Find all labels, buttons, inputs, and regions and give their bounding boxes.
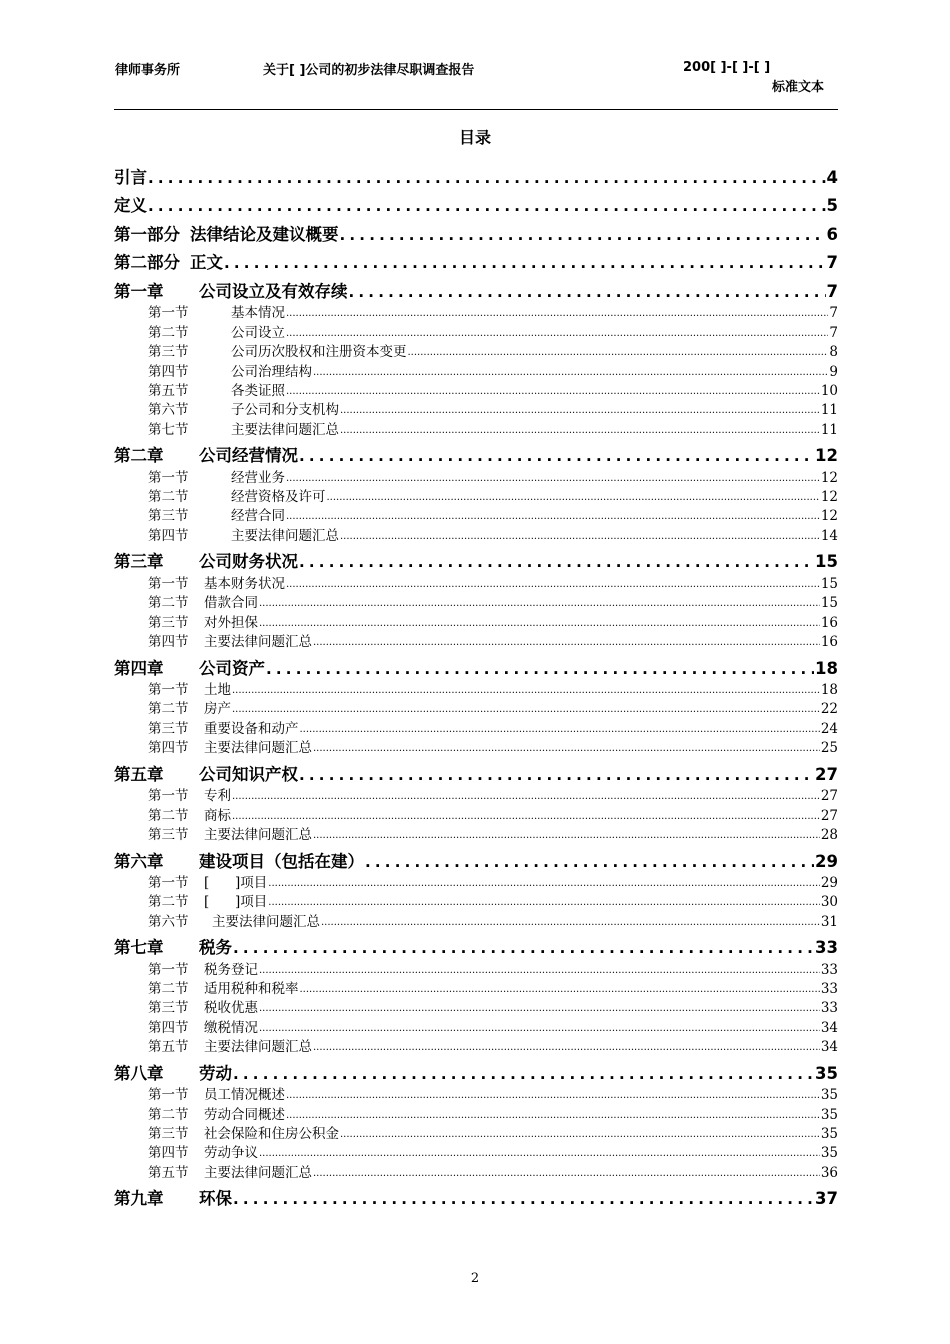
toc-entry-page: 29 (815, 851, 838, 871)
toc-entry-page: 30 (820, 894, 838, 911)
dot-leader (232, 701, 820, 718)
toc-entry-title: 公司资产 (199, 658, 265, 678)
toc-entry-sub[interactable] (114, 400, 838, 419)
toc-entry-number: 第四节 (148, 634, 189, 651)
dot-leader (300, 981, 820, 998)
toc-entry-sub[interactable] (114, 593, 838, 612)
toc-entry-sub[interactable] (114, 699, 838, 718)
toc-entry-title: 税务登记 (204, 961, 258, 978)
toc-entry-title: 子公司和分支机构 (231, 402, 339, 419)
toc-entry-main[interactable] (114, 1182, 838, 1211)
toc-entry-title: 经营资格及许可 (231, 489, 326, 506)
dot-leader (286, 576, 820, 593)
toc-entry-title: 劳动 (199, 1063, 232, 1083)
toc-entry-number: 第六章 (114, 851, 164, 871)
toc-entry-sub[interactable] (114, 487, 838, 506)
dot-leader (313, 740, 820, 757)
toc-entry-main[interactable] (114, 160, 838, 189)
toc-entry-page: 8 (829, 344, 838, 361)
toc-entry-page: 18 (815, 658, 838, 678)
toc-entry-title: 环保 (199, 1189, 232, 1209)
toc-entry-number: 第一节 (148, 469, 189, 486)
dot-leader (259, 1145, 820, 1162)
toc-entry-title: 主要法律问题汇总 (204, 634, 312, 651)
toc-entry-number: 第一节 (148, 874, 189, 891)
toc-entry-page: 5 (826, 196, 838, 216)
toc-entry-page: 33 (820, 961, 838, 978)
toc-entry-title: 主要法律问题汇总 (231, 527, 339, 544)
toc-entry-number: 第四节 (148, 740, 189, 757)
toc-entry-title: 基本情况 (231, 305, 285, 322)
dot-leader (340, 1126, 820, 1143)
toc-entry-number: 第四节 (148, 1145, 189, 1162)
toc-entry-title: 房产 (204, 701, 231, 718)
toc-entry-page: 31 (820, 913, 838, 930)
dot-leader (259, 595, 820, 612)
toc-entry-page: 35 (820, 1145, 838, 1162)
toc-entry-page: 27 (815, 764, 838, 784)
toc-entry-main[interactable] (114, 931, 838, 960)
toc-entry-number: 第二节 (148, 981, 189, 998)
toc-entry-page: 33 (820, 981, 838, 998)
toc-entry-sub[interactable] (114, 342, 838, 361)
toc-entry-page: 16 (820, 634, 838, 651)
toc-entry-number: 第三节 (148, 1000, 189, 1017)
toc-entry-main[interactable] (114, 439, 838, 468)
toc-entry-sub[interactable] (114, 573, 838, 592)
toc-entry-number: 第三节 (148, 1126, 189, 1143)
toc-entry-main[interactable] (114, 217, 838, 246)
toc-entry-number: 第五节 (148, 1164, 189, 1181)
toc-entry-sub[interactable] (114, 911, 838, 930)
dot-leader (148, 195, 826, 217)
dot-leader (349, 281, 826, 303)
toc-entry-title: 适用税种和税率 (204, 981, 299, 998)
dot-leader (313, 634, 820, 651)
dot-leader (313, 364, 828, 381)
toc-entry-sub[interactable] (114, 873, 838, 892)
toc-entry-page: 14 (820, 527, 838, 544)
toc-entry-number: 第三章 (114, 552, 164, 572)
toc-entry-title: 劳动争议 (204, 1145, 258, 1162)
toc-entry-number: 第三节 (148, 508, 189, 525)
toc-entry-number: 第六节 (148, 913, 189, 930)
dot-leader (233, 1188, 814, 1210)
toc-entry-sub[interactable] (114, 419, 838, 438)
toc-entry-title: 土地 (204, 682, 231, 698)
toc-entry-sub[interactable] (114, 506, 838, 525)
toc-entry-number: 第一节 (148, 682, 189, 698)
toc-entry-page: 7 (826, 253, 838, 273)
toc-entry-number: 第四章 (114, 658, 164, 678)
toc-entry-sub[interactable] (114, 1017, 838, 1036)
toc-entry-page: 12 (820, 489, 838, 506)
toc-entry-main[interactable] (114, 1056, 838, 1085)
toc-entry-sub[interactable] (114, 979, 838, 998)
toc-entry-number: 第八章 (114, 1063, 164, 1083)
toc-entry-title: 商标 (204, 807, 231, 824)
toc-entry-page: 34 (820, 1039, 838, 1056)
toc-entry-number: 第三节 (148, 614, 189, 631)
toc-entry-main[interactable] (114, 757, 838, 786)
dot-leader (268, 894, 820, 911)
toc-entry-number: 第五节 (148, 1039, 189, 1056)
toc-entry-number: 第一节 (148, 961, 189, 978)
toc-entry-number: 第一部分 (114, 224, 180, 244)
toc-entry-title: 税务 (199, 938, 232, 958)
toc-entry-sub[interactable] (114, 959, 838, 978)
dot-leader (286, 383, 820, 400)
toc-entry-title: 税收优惠 (204, 1000, 258, 1017)
toc-entry-number: 第五章 (114, 764, 164, 784)
toc-entry-title: 对外担保 (204, 614, 258, 631)
toc-entry-title: 公司经营情况 (199, 446, 298, 466)
toc-entry-page: 15 (820, 595, 838, 612)
toc-entry-number: 第二节 (148, 894, 189, 911)
toc-entry-title: 借款合同 (204, 595, 258, 612)
toc-entry-number: 第三节 (148, 344, 189, 361)
toc-entry-page: 11 (820, 421, 838, 438)
toc-entry-page: 36 (820, 1164, 838, 1181)
dot-leader (286, 1087, 820, 1104)
toc-entry-sub[interactable] (114, 786, 838, 805)
toc-entry-page: 29 (820, 874, 838, 891)
toc-entry-page: 34 (820, 1019, 838, 1036)
dot-leader (340, 528, 820, 545)
toc-entry-title: 公司设立及有效存续 (199, 281, 348, 301)
toc-entry-page: 4 (826, 167, 838, 187)
toc-entry-title: 正文 (190, 253, 223, 273)
toc-entry-sub[interactable] (114, 1085, 838, 1104)
dot-leader (232, 682, 820, 699)
toc-entry-title: 劳动合同概述 (204, 1106, 285, 1123)
toc-entry-page: 27 (820, 807, 838, 824)
toc-entry-number: 第一节 (148, 305, 189, 322)
dot-leader (259, 615, 820, 632)
dot-leader (300, 721, 820, 738)
toc-entry-number: 第二节 (148, 807, 189, 824)
dot-leader (259, 962, 820, 979)
toc-entry-page: 25 (820, 740, 838, 757)
toc-entry-page: 7 (829, 305, 838, 322)
toc-entry-page: 35 (820, 1087, 838, 1104)
toc-entry-title: 公司设立 (231, 324, 285, 341)
toc-entry-main[interactable] (114, 246, 838, 275)
toc-entry-number: 第七节 (148, 421, 189, 438)
toc-entry-number: 第四节 (148, 527, 189, 544)
header-divider (114, 109, 838, 110)
toc-entry-sub[interactable] (114, 998, 838, 1017)
toc-entry-sub[interactable] (114, 805, 838, 824)
toc-entry-page: 16 (820, 614, 838, 631)
toc-entry-sub[interactable] (114, 1162, 838, 1181)
toc-entry-number: 第二节 (148, 701, 189, 718)
toc-entry-sub[interactable] (114, 1037, 838, 1056)
header-firm-name: 律师事务所 (115, 63, 181, 78)
toc-entry-number: 第一节 (148, 788, 189, 805)
toc-entry-title: 法律结论及建议概要 (190, 224, 339, 244)
toc-entry-page: 35 (820, 1106, 838, 1123)
toc-entry-title: 主要法律问题汇总 (204, 740, 312, 757)
toc-entry-title: 公司治理结构 (231, 363, 312, 380)
toc-entry-page: 9 (829, 363, 838, 380)
toc-entry-page: 37 (815, 1189, 838, 1209)
dot-leader (313, 1165, 820, 1182)
table-of-contents (114, 160, 838, 1210)
toc-entry-title: 重要设备和动产 (204, 720, 299, 737)
toc-entry-sub[interactable] (114, 1104, 838, 1123)
toc-entry-title: 经营合同 (231, 508, 285, 525)
dot-leader (266, 658, 814, 680)
toc-entry-sub[interactable] (114, 525, 838, 544)
toc-entry-main[interactable] (114, 189, 838, 218)
toc-entry-title: 公司知识产权 (199, 764, 298, 784)
toc-entry-sub[interactable] (114, 612, 838, 631)
dot-leader (327, 489, 820, 506)
toc-entry-sub[interactable] (114, 1143, 838, 1162)
toc-entry-number: 第七章 (114, 938, 164, 958)
toc-entry-title: 定义 (114, 196, 147, 216)
toc-entry-title: 主要法律问题汇总 (204, 826, 312, 843)
toc-entry-sub[interactable] (114, 381, 838, 400)
toc-entry-number: 第六节 (148, 402, 189, 419)
toc-entry-page: 24 (820, 720, 838, 737)
dot-leader (313, 827, 820, 844)
toc-entry-main[interactable] (114, 651, 838, 680)
toc-entry-title: [ ]项目 (204, 894, 268, 911)
toc-entry-page: 22 (820, 701, 838, 718)
toc-entry-title: 基本财务状况 (204, 575, 285, 592)
toc-entry-sub[interactable] (114, 892, 838, 911)
toc-entry-sub[interactable] (114, 303, 838, 322)
toc-entry-main[interactable] (114, 844, 838, 873)
toc-entry-title: [ ]项目 (204, 874, 268, 891)
toc-entry-page: 33 (815, 938, 838, 958)
toc-entry-number: 第二节 (148, 489, 189, 506)
toc-entry-main[interactable] (114, 545, 838, 574)
toc-entry-title: 各类证照 (231, 382, 285, 399)
toc-entry-number: 第二节 (148, 1106, 189, 1123)
toc-entry-title: 专利 (204, 788, 231, 805)
toc-entry-title: 主要法律问题汇总 (212, 913, 320, 930)
dot-leader (408, 344, 829, 361)
dot-leader (286, 508, 820, 525)
toc-entry-page: 15 (820, 575, 838, 592)
toc-entry-sub[interactable] (114, 1124, 838, 1143)
toc-entry-title: 主要法律问题汇总 (204, 1164, 312, 1181)
toc-entry-title: 主要法律问题汇总 (231, 421, 339, 438)
toc-entry-number: 第二节 (148, 595, 189, 612)
dot-leader (232, 788, 820, 805)
dot-leader (321, 914, 820, 931)
toc-entry-title: 引言 (114, 167, 147, 187)
toc-entry-sub[interactable] (114, 825, 838, 844)
toc-entry-title: 建设项目（包括在建） (199, 851, 364, 871)
toc-title: 目录 (458, 128, 491, 147)
dot-leader (233, 937, 814, 959)
toc-entry-sub[interactable] (114, 632, 838, 651)
toc-entry-number: 第二部分 (114, 253, 180, 273)
toc-entry-sub[interactable] (114, 680, 838, 699)
toc-entry-page: 7 (829, 324, 838, 341)
toc-entry-title: 缴税情况 (204, 1019, 258, 1036)
toc-entry-page: 35 (815, 1063, 838, 1083)
toc-entry-title: 主要法律问题汇总 (204, 1039, 312, 1056)
toc-entry-page: 12 (820, 469, 838, 486)
dot-leader (365, 851, 814, 873)
header-date: 200[ ]-[ ]-[ ] (683, 60, 771, 75)
dot-leader (299, 445, 814, 467)
dot-leader (313, 1039, 820, 1056)
toc-entry-page: 7 (826, 281, 838, 301)
dot-leader (286, 1107, 820, 1124)
toc-entry-page: 12 (815, 446, 838, 466)
toc-entry-number: 第三节 (148, 826, 189, 843)
toc-entry-sub[interactable] (114, 738, 838, 757)
toc-entry-title: 员工情况概述 (204, 1087, 285, 1104)
toc-entry-number: 第九章 (114, 1189, 164, 1209)
toc-entry-title: 公司财务状况 (199, 552, 298, 572)
toc-entry-page: 27 (820, 788, 838, 805)
toc-entry-sub[interactable] (114, 361, 838, 380)
dot-leader (224, 252, 826, 274)
toc-entry-title: 经营业务 (231, 469, 285, 486)
toc-entry-sub[interactable] (114, 467, 838, 486)
toc-entry-page: 11 (820, 402, 838, 419)
toc-entry-page: 35 (820, 1126, 838, 1143)
toc-entry-page: 28 (820, 826, 838, 843)
toc-entry-number: 第一节 (148, 1087, 189, 1104)
toc-entry-page: 18 (820, 682, 838, 698)
dot-leader (233, 1063, 814, 1085)
dot-leader (259, 1000, 820, 1017)
dot-leader (286, 470, 820, 487)
toc-entry-page: 33 (820, 1000, 838, 1017)
toc-entry-title: 社会保险和住房公积金 (204, 1126, 339, 1143)
toc-entry-number: 第四节 (148, 363, 189, 380)
toc-entry-page: 12 (820, 508, 838, 525)
header-report-title: 关于[ ]公司的初步法律尽职调查报告 (263, 63, 475, 78)
dot-leader (299, 551, 814, 573)
dot-leader (340, 402, 820, 419)
toc-entry-number: 第一节 (148, 575, 189, 592)
toc-entry-number: 第三节 (148, 720, 189, 737)
dot-leader (286, 325, 828, 342)
dot-leader (340, 422, 820, 439)
toc-entry-sub[interactable] (114, 718, 838, 737)
dot-leader (232, 808, 820, 825)
dot-leader (148, 167, 826, 189)
dot-leader (268, 875, 820, 892)
toc-entry-number: 第二章 (114, 446, 164, 466)
page-number: 2 (470, 1271, 480, 1286)
toc-entry-sub[interactable] (114, 322, 838, 341)
toc-entry-number: 第一章 (114, 281, 164, 301)
toc-entry-main[interactable] (114, 274, 838, 303)
toc-entry-number: 第四节 (148, 1019, 189, 1036)
toc-entry-page: 10 (820, 382, 838, 399)
toc-entry-number: 第二节 (148, 324, 189, 341)
dot-leader (340, 224, 826, 246)
header-standard-label: 标准文本 (772, 80, 825, 95)
dot-leader (286, 305, 828, 322)
toc-entry-title: 公司历次股权和注册资本变更 (231, 344, 407, 361)
dot-leader (259, 1020, 820, 1037)
toc-entry-page: 6 (826, 224, 838, 244)
dot-leader (299, 764, 814, 786)
toc-entry-number: 第五节 (148, 382, 189, 399)
toc-entry-page: 15 (815, 552, 838, 572)
